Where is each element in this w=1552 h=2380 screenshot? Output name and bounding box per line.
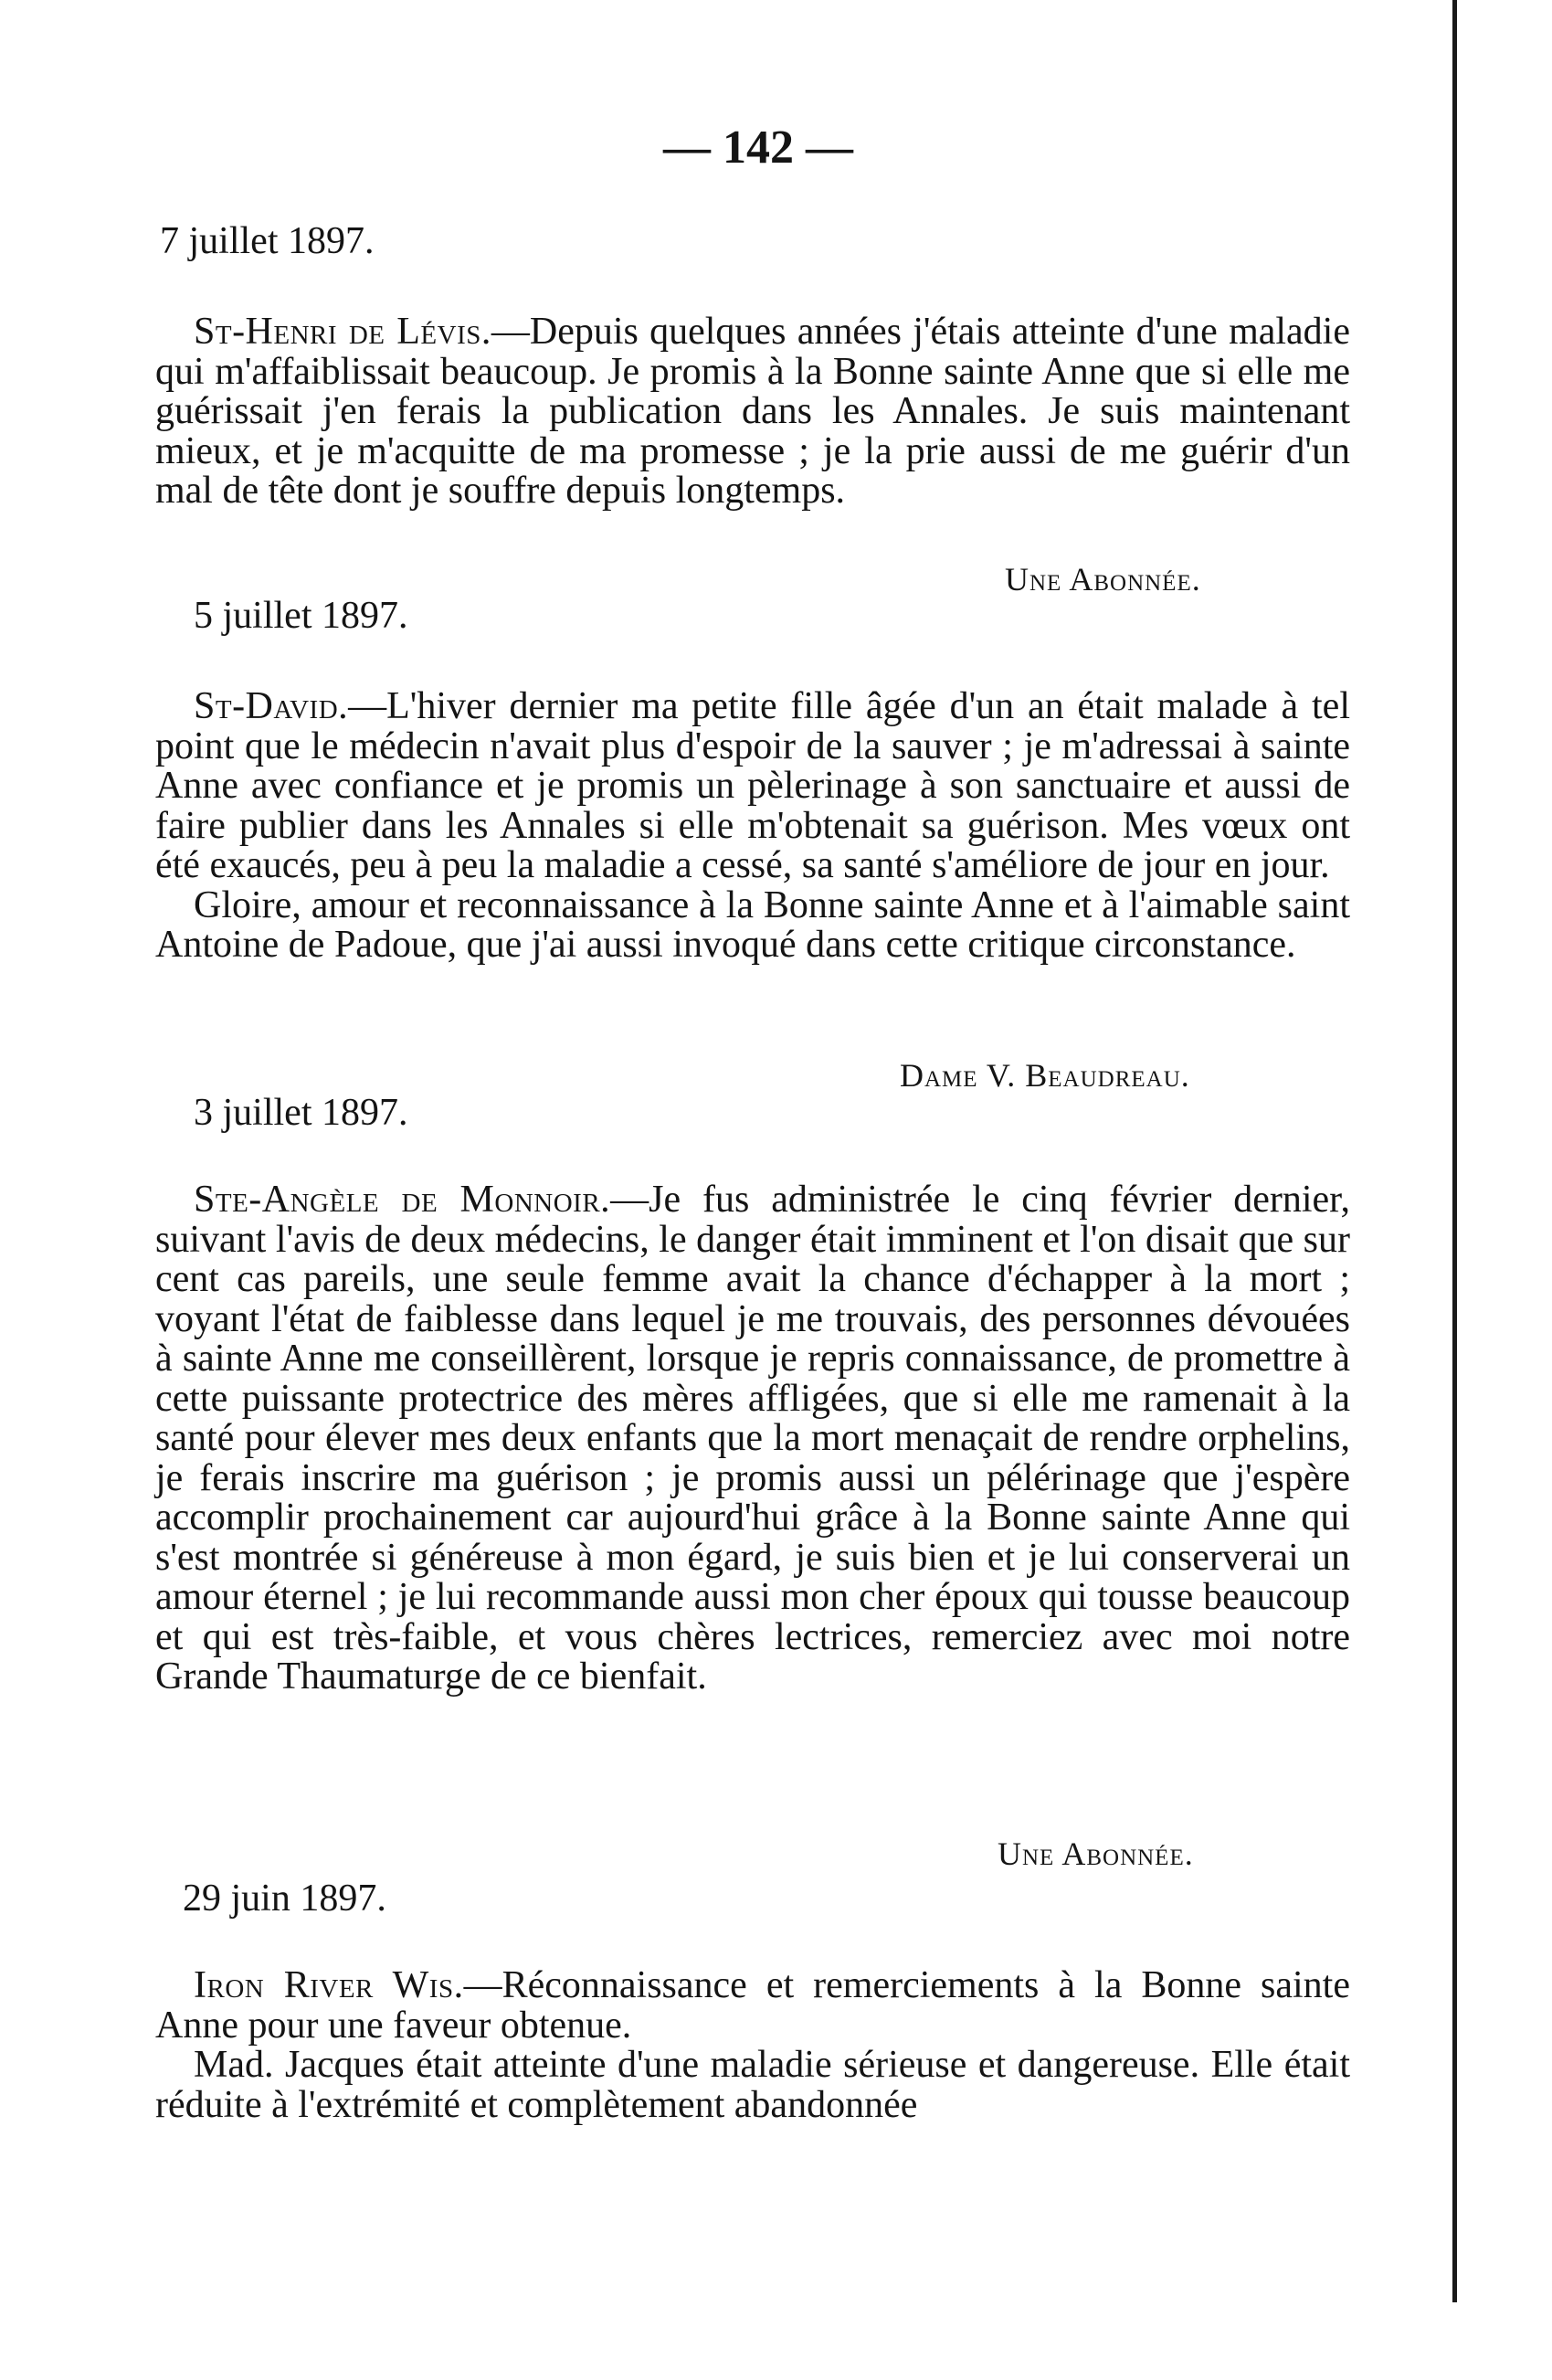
page-edge-rule — [1452, 0, 1457, 2302]
entry-1-place: St-Henri de Lévis. — [194, 311, 491, 353]
page-number: — 142 — — [663, 122, 853, 174]
entry-4-date: 29 juin 1897. — [183, 1878, 386, 1920]
entry-4-text2: Mad. Jacques était atteinte d'une maladie sérieuse et dangereuse. Elle était réduite à l'extrémité et complètement abandonnée — [155, 2044, 1350, 2126]
entry-1-signature: Une Abonnée. — [1005, 561, 1201, 598]
entry-2-paragraph — [155, 687, 1350, 966]
entry-2-place: St-David. — [194, 685, 349, 727]
entry-2-text2: Gloire, amour et reconnaissance à la Bonne sainte Anne et à l'aimable saint Antoine de Padoue, que j'ai aussi invoqué dans cette critique circonstance. — [155, 883, 1350, 966]
entry-2-date: 5 juillet 1897. — [194, 595, 408, 637]
entry-1-paragraph — [155, 312, 1350, 512]
entry-3-signature: Une Abonnée. — [998, 1835, 1194, 1872]
entry-1-date: 7 juillet 1897. — [160, 220, 375, 262]
entry-4-place: Iron River Wis. — [194, 1964, 464, 2006]
entry-4-paragraph — [155, 1966, 1350, 2125]
entry-3-text: —Je fus administrée le cinq février dernier, suivant l'avis de deux médecins, le danger était imminent et l'on disait que sur cent cas pareils, une seule femme avait la chance d'échapper à la mort ; voyant l'état de faiblesse dans lequel je me trouvais, des personnes dévouées à sainte Anne me conseillèrent, lorsque je repris connaissance, de promettre à cette puissante protectrice des mères affligées, que si elle me ramenait à la santé pour élever mes deux enfants que la mort menaçait de rendre orphelins, je ferais inscrire ma guérison ; je promis aussi un pélérinage que j'espère accomplir prochainement car aujourd'hui grâce à la Bonne sainte Anne qui s'est montrée si généreuse à mon égard, je suis bien et je lui conserverai un amour éternel ; je lui recommande aussi mon cher époux qui tousse beaucoup et qui est très-faible, et vous chères lectrices, remerciez avec moi notre Grande Thaumaturge de ce bienfait. — [155, 1179, 1350, 1698]
entry-4-text: —Réconnaissance et remerciements à la Bonne sainte Anne pour une faveur obtenue. — [155, 1964, 1350, 2047]
entry-2-text: —L'hiver dernier ma petite fille âgée d'un an était malade à tel point que le médecin n'avait plus d'espoir de la sauver ; je m'adressai à sainte Anne avec confiance et je promis un pèlerinage à son sanctuaire et aussi de faire publier dans les Annales si elle m'obtenait sa guérison. Mes vœux ont été exaucés, peu à peu la maladie a cessé, sa santé s'améliore de jour en jour. — [155, 685, 1350, 886]
entry-3-date: 3 juillet 1897. — [194, 1092, 408, 1134]
entry-3-paragraph — [155, 1180, 1350, 1698]
entry-1-text: —Depuis quelques années j'étais atteinte d'une maladie qui m'affaiblissait beaucoup. Je promis à la Bonne sainte Anne que si elle me guérissait j'en ferais la publication dans les Annales. Je suis maintenant mieux, et je m'acquitte de ma promesse ; je la prie aussi de me guérir d'un mal de tête dont je souffre depuis longtemps. — [155, 311, 1350, 512]
entry-2-signature: Dame V. Beaudreau. — [900, 1057, 1190, 1094]
entry-3-place: Ste-Angèle de Monnoir. — [194, 1179, 611, 1221]
